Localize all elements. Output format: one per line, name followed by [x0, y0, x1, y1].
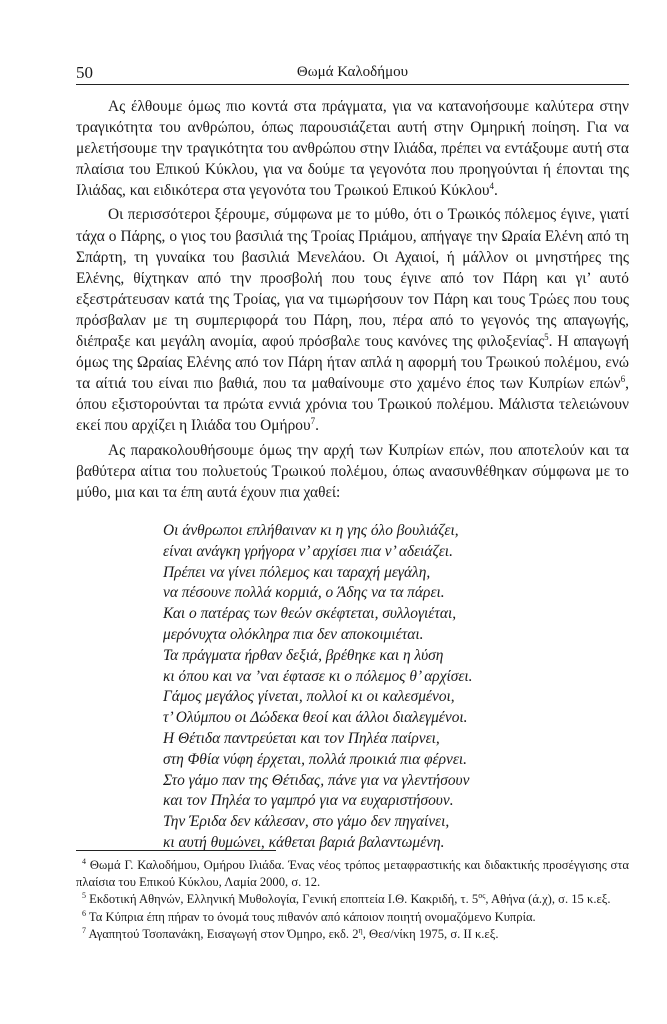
- paragraph-2-text-b: . Η απαγωγή όμως της Ωραίας Ελένης από τον Πάρη ήταν απλά η αφορμή του Τρωικού πολέμου, ενώ τα αίτιά του είναι πιο βαθιά, που τα μαθαίνουμε στο χαμένο έπος των Κυπρίων επών: [76, 333, 630, 393]
- footnote-superscript: η: [358, 925, 363, 935]
- footnotes: [76, 857, 629, 943]
- footnote-ref-4: 4: [489, 181, 495, 192]
- poem-line: Γάμος μεγάλος γίνεται, πολλοί κι οι καλεσμένοι,: [163, 688, 455, 706]
- footnote-text: Θωμά Γ. Καλοδήμου, Ομήρου Ιλιάδα. Ένας νέος τρόπος μεταφραστικής και διδακτικής προσέγγισης στα πλαίσια του Επικού Κύκλου, Λαμία 2000, σ. 12.: [76, 858, 629, 890]
- footnote-number: 6: [82, 908, 86, 918]
- poem-line: τ’ Ολύμπου οι Δώδεκα θεοί και άλλοι διαλεγμένοι.: [163, 709, 468, 727]
- poem-line: Οι άνθρωποι επλήθαιναν κι η γης όλο βουλιάζει,: [163, 522, 459, 539]
- poem-line: και τον Πηλέα το γαμπρό για να ευχαριστήσουν.: [163, 792, 454, 810]
- paragraph-3: [76, 440, 629, 503]
- page-number: 50: [76, 63, 93, 82]
- running-head: Θωμά Καλοδήμου: [296, 64, 409, 80]
- poem-line: Την Έριδα δεν κάλεσαν, στο γάμο δεν πηγαίνει,: [163, 813, 450, 831]
- paragraph-2-text-c: , όπου εξιστορούνται τα πρώτα εννιά χρόνια του Τρωικού πολέμου. Μάλιστα τελειώνουν εκεί που αρχίζει η Ιλιάδα του Ομήρου: [76, 375, 629, 435]
- footnote-superscript: ος: [478, 891, 486, 901]
- paragraph-2-text-a: Οι περισσότεροι ξέρουμε, σύμφωνα με το μύθο, ότι ο Τρωικός πόλεμος έγινε, γιατί τάχα ο Πάρης, ο γιος του βασιλιά της Τροίας Πριάμου, απήγαγε την Ωραία Ελένη από τη Σπάρτη, τη γυναίκα του βασιλιά Μενελάου. Οι Αχαιοί, ή μάλλον οι μνηστήρες της Ελένης, θίχτηκαν από την προσβολή που τους έγινε από τον Πάρη και γι’ αυτό εξεστράτευσαν κατά της Τροίας, για να τιμωρήσουν τον Πάρη και τους Τρώες που τους πρόσβαλαν με τη συμπεριφορά του Πάρη, που, πέρα από το γεγονός της απαγωγής, διέπραξε και μεγάλη ανομία, αφού πρόσβαλε τους κανόνες της φιλοξενίας: [76, 206, 629, 351]
- poem-line: Και ο πατέρας των θεών σκέφτεται, συλλογιέται,: [163, 605, 457, 623]
- body-text: [76, 96, 629, 506]
- poem-line: στη Φθία νύφη έρχεται, πολλά προικιά πια φέρνει.: [163, 750, 468, 768]
- poem-line: να πέσουνε πολλά κορμιά, ο Άδης να τα πάρει.: [163, 584, 445, 602]
- paragraph-2-text-d: .: [315, 417, 319, 435]
- poem-line: Πρέπει να γίνει πόλεμος και ταραχή μεγάλη,: [163, 563, 431, 581]
- footnote-text: Τα Κύπρια έπη πήραν το όνομά τους πιθανόν από κάποιον ποιητή ονομαζόμενο Κυπρία.: [88, 909, 536, 924]
- paragraph-2: [76, 204, 629, 436]
- footnote-4: [76, 857, 629, 891]
- footnote-5: [76, 891, 629, 908]
- poem: [163, 521, 603, 854]
- footnote-6: [76, 909, 629, 926]
- footnote-text: , Αθήνα (ά.χ), σ. 15 κ.εξ.: [485, 892, 611, 907]
- poem-line: είναι ανάγκη γρήγορα ν’ αρχίσει πια ν’ αδειάζει.: [163, 542, 453, 560]
- page-header: [76, 62, 629, 85]
- poem-line: κι όπου και να ’ναι έφτασε κι ο πόλεμος θ’ αρχίσει.: [163, 667, 473, 685]
- poem-line: Στο γάμο παν της Θέτιδας, πάνε για να γλεντήσουν: [163, 771, 470, 789]
- poem-line: μερόνυχτα ολόκληρα πια δεν αποκοιμιέται.: [163, 625, 424, 643]
- footnote-text: Αγαπητού Τσοπανάκη, Εισαγωγή στον Όμηρο, εκδ. 2: [88, 926, 359, 941]
- footnote-ref-6: 6: [620, 374, 626, 385]
- footnote-ref-7: 7: [310, 416, 316, 427]
- footnote-number: 7: [82, 925, 86, 935]
- footnote-7: [76, 926, 629, 943]
- paragraph-3-text: Ας παρακολουθήσουμε όμως την αρχή των Κυπρίων επών, που αποτελούν και τα βαθύτερα αίτια του πολυετούς Τρωικού πολέμου, όπως ανασυνθέθηκαν σύμφωνα με το μύθο, μια και τα έπη αυτά έχουν πια χαθεί:: [76, 441, 629, 501]
- poem-line: Η Θέτιδα παντρεύεται και τον Πηλέα παίρνει,: [163, 729, 440, 747]
- paragraph-1-text: Ας έλθουμε όμως πιο κοντά στα πράγματα, για να κατανοήσουμε καλύτερα στην τραγικότητα του ανθρώπου, όπως παρουσιάζεται αυτή στην Ομηρική ποίηση. Για να μελετήσουμε την τραγικότητα του ανθρώπου στην Ιλιάδα, πρέπει να εντάξουμε αυτή στα πλαίσια του Επικού Κύκλου, για να δούμε τα γεγονότα που προηγούνται ή έπονται της Ιλιάδας, και ειδικότερα στα γεγονότα του Τρωικού Επικού Κύκλου: [76, 98, 629, 200]
- footnote-number: 4: [82, 856, 86, 866]
- footnote-text: , Θεσ/νίκη 1975, σ. ΙΙ κ.εξ.: [362, 926, 499, 941]
- footnote-text: Εκδοτική Αθηνών, Ελληνική Μυθολογία, Γενική εποπτεία Ι.Θ. Κακριδή, τ. 5: [89, 892, 479, 907]
- footnote-divider: [76, 850, 276, 851]
- paragraph-1: Ας έλθουμε όμως πιο κοντά στα πράγματα, για να κατανοήσουμε καλύτερα στην τραγικότητα του ανθρώπου, όπως παρουσιάζεται αυτή στην Ομηρική ποίηση. Για να μελετήσουμε την τραγικότητα του ανθρώπου στην Ιλιάδα, πρέπει να εντάξουμε αυτή στα πλαίσια του Επικού Κύκλου, για να δούμε τα γεγονότα που προηγούνται ή έπονται της Ιλιάδας, και ειδικότερα στα γεγονότα του Τρωικού Επικού Κύκλου$^4$.: [76, 98, 629, 200]
- poem-line: Τα πράγματα ήρθαν δεξιά, βρέθηκε και η λύση: [163, 646, 444, 664]
- footnote-ref-5: 5: [544, 331, 549, 342]
- footnote-number: 5: [82, 891, 86, 901]
- poem-line: κι αυτή θυμώνει, κάθεται βαριά βαλαντωμένη.: [163, 833, 445, 851]
